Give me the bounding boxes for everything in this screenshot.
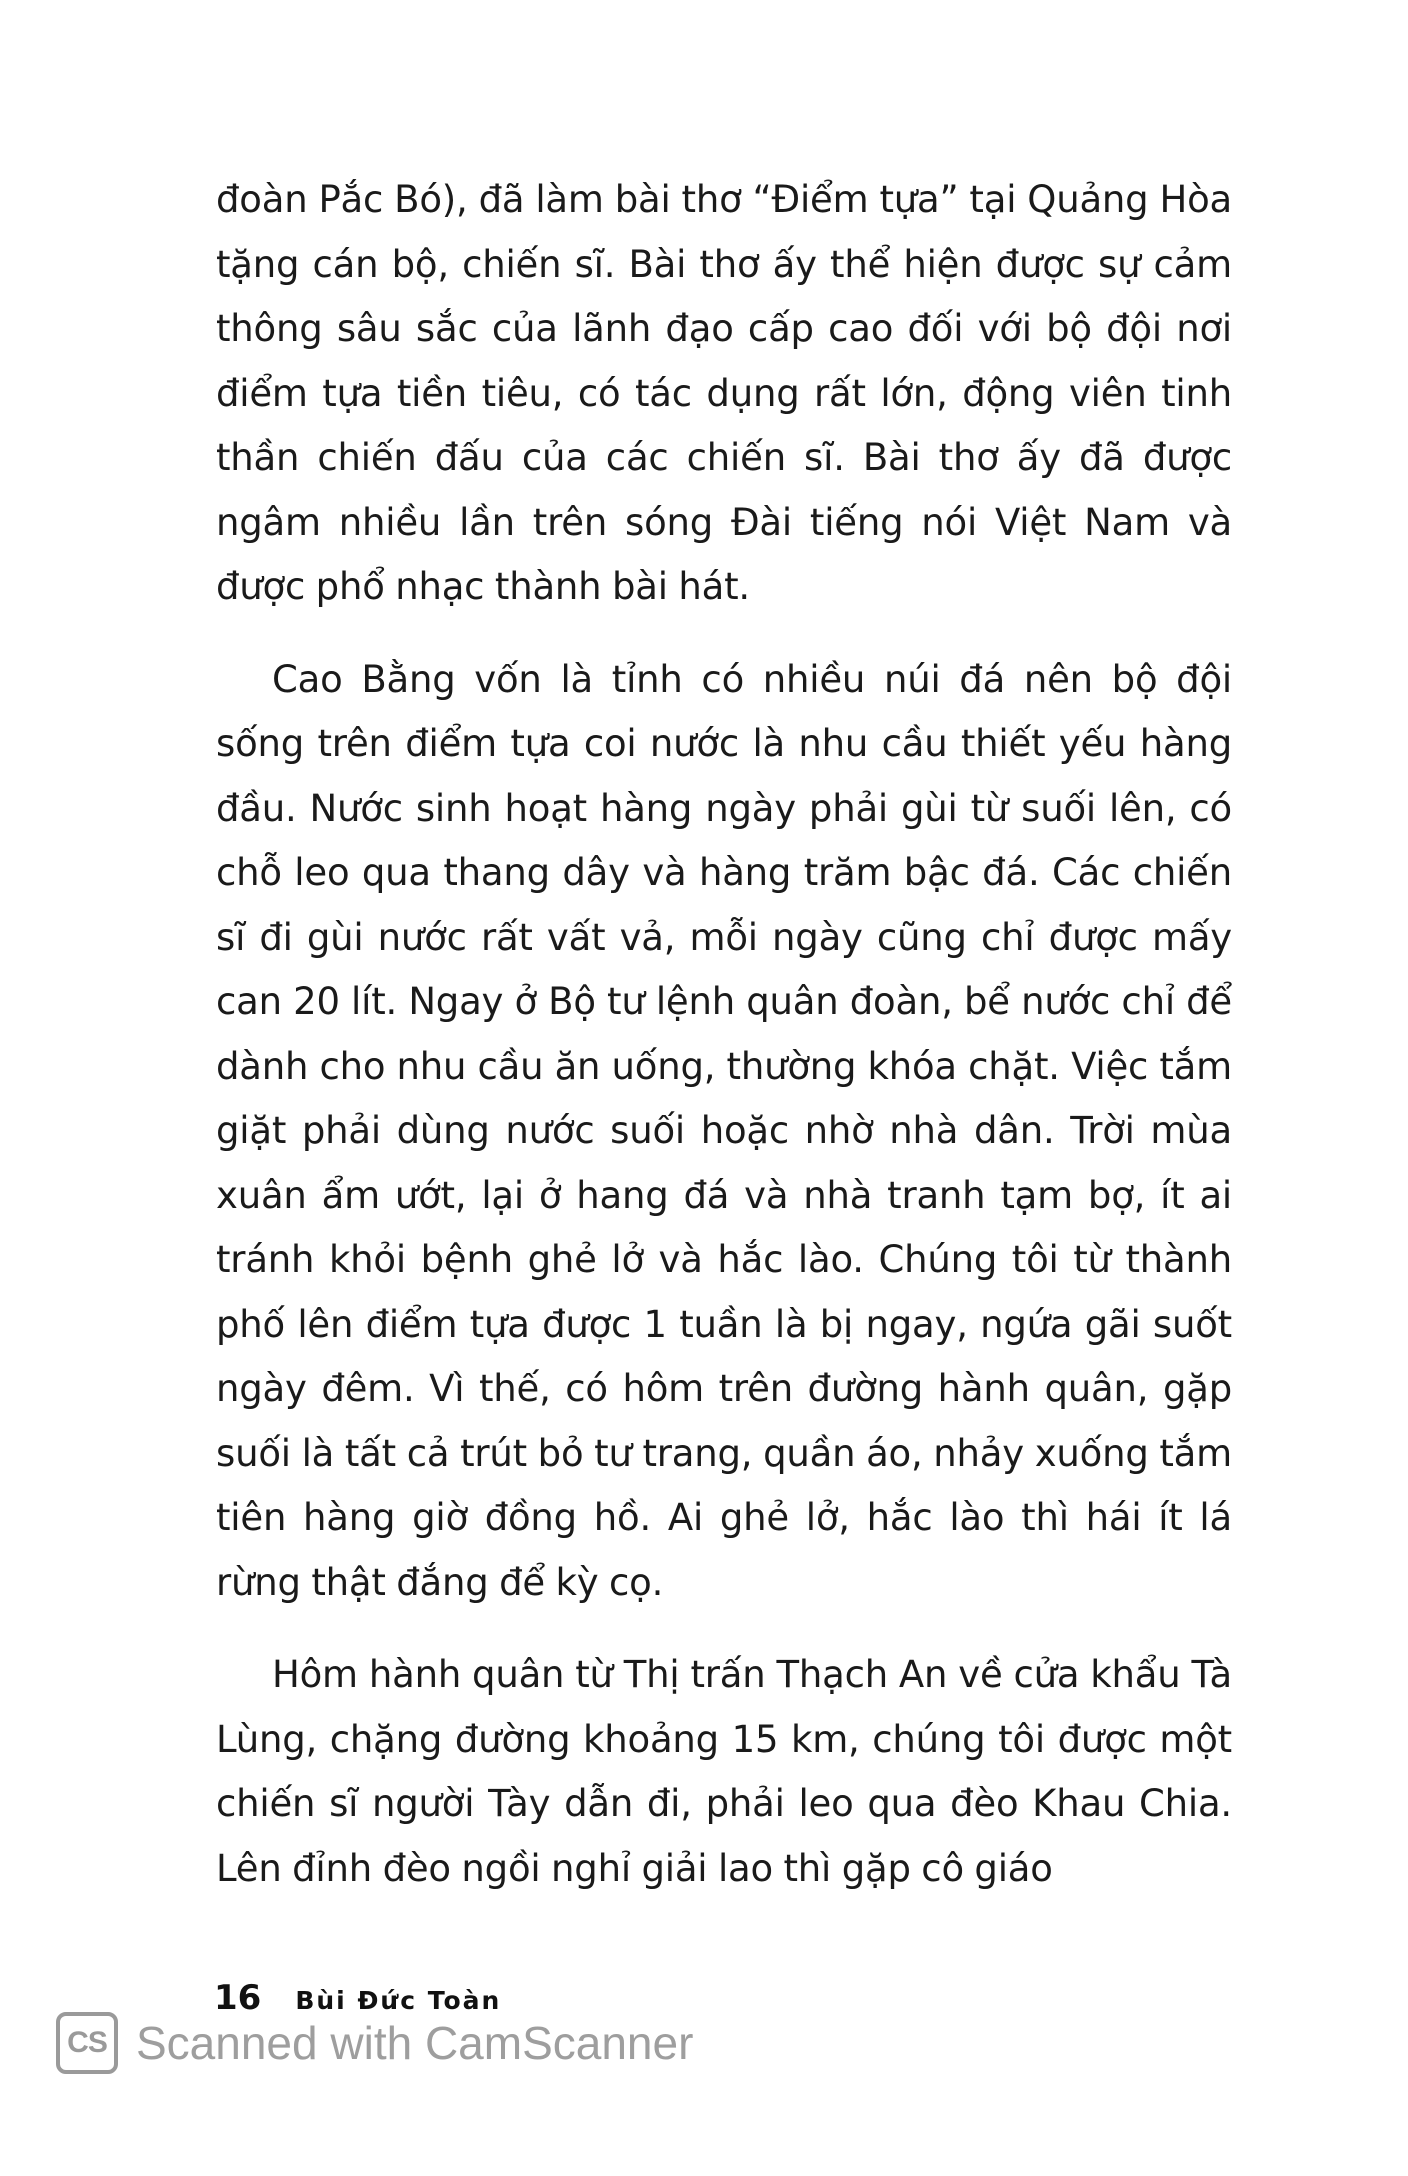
paragraph-2: Cao Bằng vốn là tỉnh có nhiều núi đá nên bộ đội sống trên điểm tựa coi nước là nhu cầu thiết yếu hàng đầu. Nước sinh hoạt hàng ngày phải gùi từ suối lên, có chỗ leo qua thang dây và hàng trăm bậc đá. Các chiến sĩ đi gùi nước rất vất vả, mỗi ngày cũng chỉ được mấy can 20 lít. Ngay ở Bộ tư lệnh quân đoàn, bể nước chỉ để dành cho nhu cầu ăn uống, thường khóa chặt. Việc tắm giặt phải dùng nước suối hoặc nhờ nhà dân. Trời mùa xuân ẩm ướt, lại ở hang đá và nhà tranh tạm bợ, ít ai tránh khỏi bệnh ghẻ lở và hắc lào. Chúng tôi từ thành phố lên điểm tựa được 1 tuần là bị ngay, ngứa gãi suốt ngày đêm. Vì thế, có hôm trên đường hành quân, gặp suối là tất cả trút bỏ tư trang, quần áo, nhảy xuống tắm tiên hàng giờ đồng hồ. Ai ghẻ lở, hắc lào thì hái ít lá rừng thật đắng để kỳ cọ.	[216, 657, 1232, 1604]
paragraph-3: Hôm hành quân từ Thị trấn Thạch An về cửa khẩu Tà Lùng, chặng đường khoảng 15 km, chúng tôi được một chiến sĩ người Tày dẫn đi, phải leo qua đèo Khau Chia. Lên đỉnh đèo ngồi nghỉ giải lao thì gặp cô giáo	[216, 1653, 1232, 1890]
watermark-text: Scanned with CamScanner	[136, 2017, 694, 2069]
paragraph-1: đoàn Pắc Bó), đã làm bài thơ “Điểm tựa” tại Quảng Hòa tặng cán bộ, chiến sĩ. Bài thơ ấy thể hiện được sự cảm thông sâu sắc của lãnh đạo cấp cao đối với bộ đội nơi điểm tựa tiền tiêu, có tác dụng rất lớn, động viên tinh thần chiến đấu của các chiến sĩ. Bài thơ ấy đã được ngâm nhiều lần trên sóng Đài tiếng nói Việt Nam và được phổ nhạc thành bài hát.	[216, 178, 1232, 608]
camscanner-logo-icon: CS	[56, 2012, 118, 2074]
page-body-text	[216, 168, 1232, 1901]
running-footer-author: Bùi Đức Toàn	[295, 1986, 502, 2015]
page-number: 16	[214, 1978, 262, 2018]
camscanner-watermark	[56, 2012, 693, 2074]
